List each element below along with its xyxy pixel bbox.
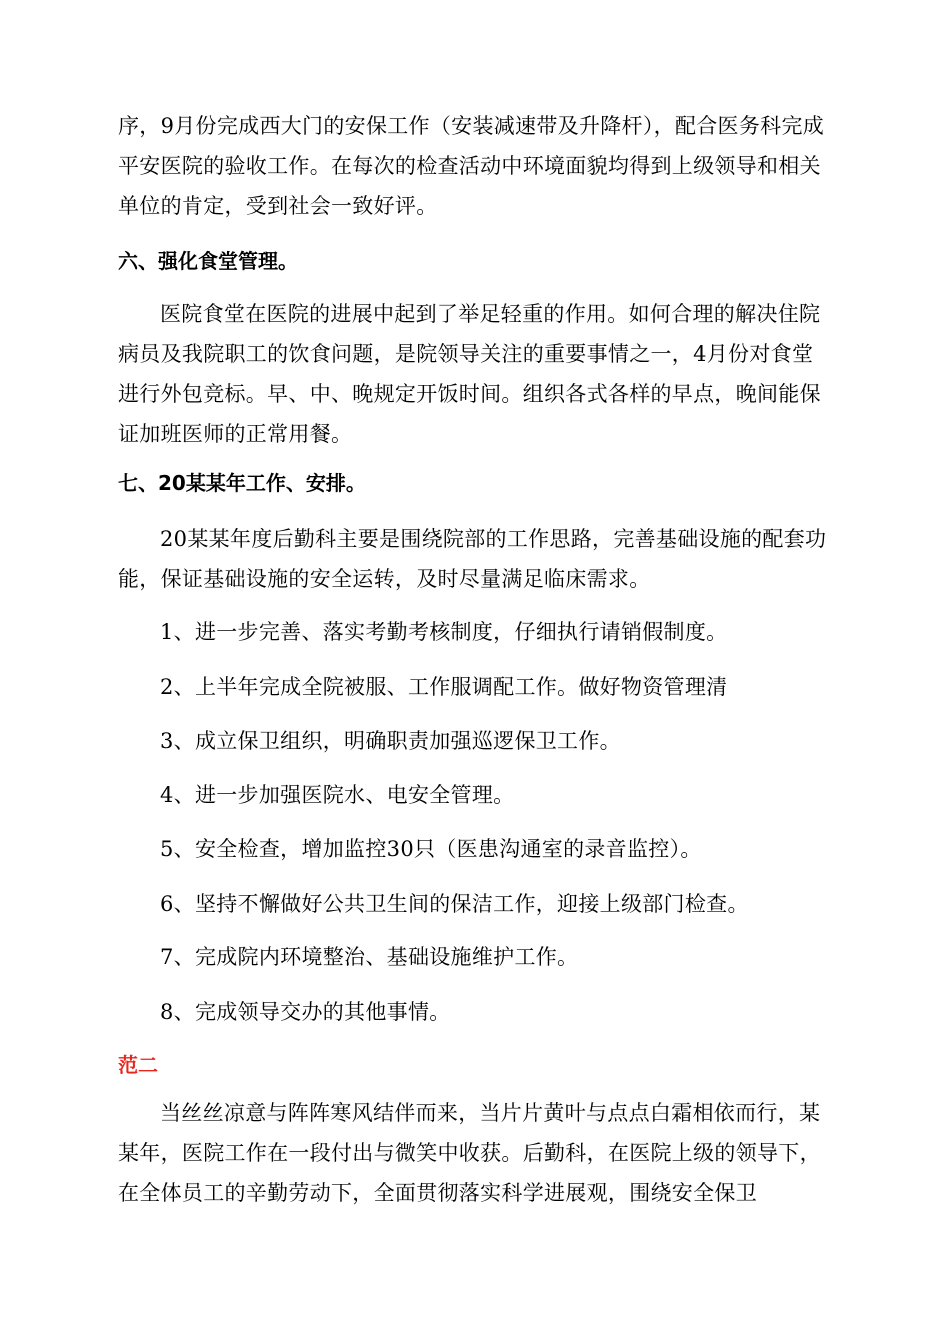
list-item: 4、进一步加强医院水、电安全管理。	[160, 783, 515, 807]
paragraph-section2-intro: 当丝丝凉意与阵阵寒风结伴而来，当片片黄叶与点点白霜相依而行，某某年，医院工作在一段付出与微笑中收获。后勤科，在医院上级的领导下，在全体员工的辛勤劳动下，全面贯彻落实科学进展观，围绕安全保卫	[118, 1101, 821, 1205]
list-item: 5、安全检查，增加监控30只（医患沟通室的录音监控）。	[160, 837, 702, 861]
heading-canteen-management: 六、强化食堂管理。	[118, 249, 298, 273]
list-item: 2、上半年完成全院被服、工作服调配工作。做好物资管理清	[160, 675, 728, 699]
section-title-fan-er: 范二	[118, 1053, 158, 1077]
heading-work-plan: 七、20某某年工作、安排。	[118, 471, 366, 495]
paragraph-security-work: 序，9月份完成西大门的安保工作（安装减速带及升降杆），配合医务科完成平安医院的验收工作。在每次的检查活动中环境面貌均得到上级领导和相关单位的肯定，受到社会一致好评。	[118, 114, 825, 218]
list-item: 6、坚持不懈做好公共卫生间的保洁工作，迎接上级部门检查。	[160, 892, 749, 916]
paragraph-plan-intro: 20某某年度后勤科主要是围绕院部的工作思路，完善基础设施的配套功能，保证基础设施的安全运转，及时尽量满足临床需求。	[118, 527, 827, 591]
list-item: 8、完成领导交办的其他事情。	[160, 1000, 451, 1024]
list-item: 3、成立保卫组织，明确职责加强巡逻保卫工作。	[160, 729, 621, 753]
paragraph-canteen: 医院食堂在医院的进展中起到了举足轻重的作用。如何合理的解决住院病员及我院职工的饮食问题，是院领导关注的重要事情之一，4月份对食堂进行外包竞标。早、中、晚规定开饭时间。组织各式各样的早点，晚间能保证加班医师的正常用餐。	[118, 302, 821, 446]
list-item: 1、进一步完善、落实考勤考核制度，仔细执行请销假制度。	[160, 620, 728, 644]
list-item: 7、完成院内环境整治、基础设施维护工作。	[160, 945, 579, 969]
